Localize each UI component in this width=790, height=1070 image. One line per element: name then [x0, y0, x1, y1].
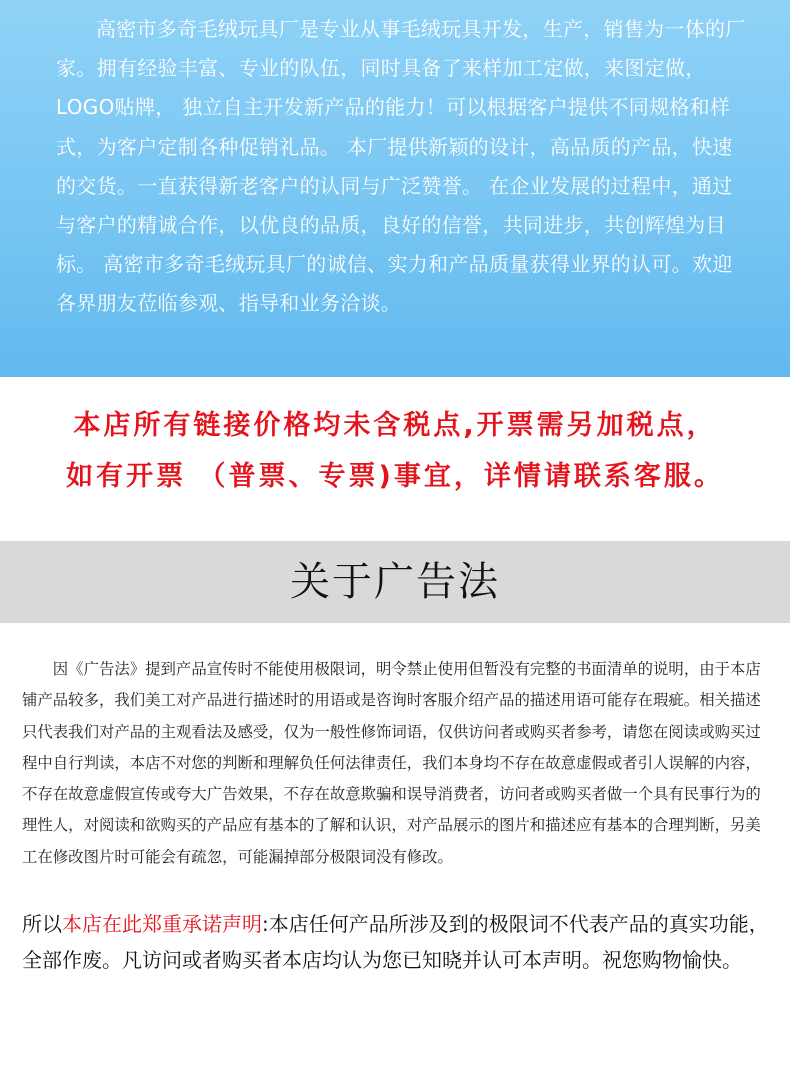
section-title: 关于广告法 [290, 559, 500, 605]
declaration-body: :本店任何产品所涉及到的极限词不代表产品的真实功能，全部作废。凡访问或者购买者本店均认为您已知晓并认可本声明。祝您购物愉快。 [22, 912, 769, 972]
advertising-law-header [0, 541, 790, 623]
declaration-highlight: 本店在此郑重承诺声明 [62, 912, 262, 936]
declaration-text [22, 906, 782, 978]
declaration-prefix: 所以 [22, 912, 62, 936]
tax-notice-line-1: 本店所有链接价格均未含税点,开票需另加税点， [73, 410, 717, 441]
company-intro-text: 高密市多奇毛绒玩具厂是专业从事毛绒玩具开发，生产，销售为一体的厂家。拥有经验丰富、专业的队伍，同时具备了来样加工定做，来图定做， LOGO贴牌， 独立自主开发新产品的能力！可以根据客户提供不同规格和样式，为客户定制各种促销礼品。 本厂提供新颖的设计，高品质的产品，快速的交货。一直获得新老客户的认同与广泛赞誉。 在企业发展的过程中，通过与客户的精诚合作，以优良的品质，良好的信誉，共同进步，共创辉煌为目标。 高密市多奇毛绒玩具厂的诚信、实力和产品质量获得业界的认可。欢迎各界朋友莅临参观、指导和业务洽谈。 [56, 17, 746, 316]
company-intro-banner [0, 0, 790, 377]
tax-notice-line-2: 如有开票 （普票、专票)事宜，详情请联系客服。 [66, 461, 724, 492]
tax-notice [0, 400, 790, 502]
advertising-law-text: 因《广告法》提到产品宣传时不能使用极限词，明令禁止使用但暂没有完整的书面清单的说明，由于本店铺产品较多，我们美工对产品进行描述时的用语或是咨询时客服介绍产品的描述用语可能存在瑕疵。相关描述只代表我们对产品的主观看法及感受，仅为一般性修饰词语，仅供访问者或购买者参考，请您在阅读或购买过程中自行判读，本店不对您的判断和理解负任何法律责任，我们本身均不存在故意虚假或者引人误解的内容，不存在故意虚假宣传或夸大广告效果，不存在故意欺骗和误导消费者，访问者或购买者做一个具有民事行为的理性人，对阅读和欲购买的产品应有基本的了解和认识，对产品展示的图片和描述应有基本的合理判断，另美工在修改图片时可能会有疏忽，可能漏掉部分极限词没有修改。 [22, 660, 761, 866]
